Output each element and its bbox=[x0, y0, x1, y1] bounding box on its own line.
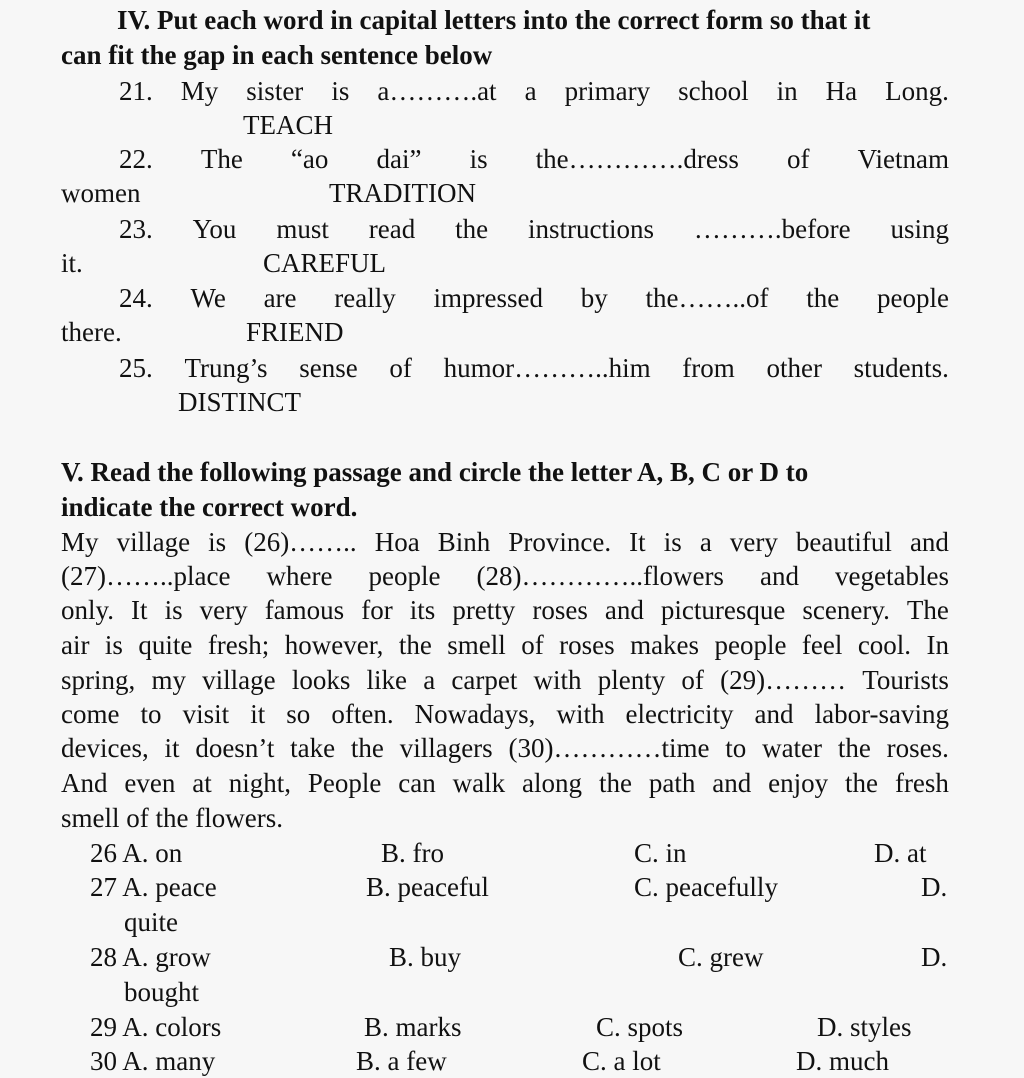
option-27-b[interactable]: B. peaceful bbox=[366, 872, 489, 902]
question-21: 21. My sister is a……….at a primary school in Ha Long. bbox=[119, 76, 949, 106]
part5-heading-line2: indicate the correct word. bbox=[61, 492, 358, 522]
question-24: 24. We are really impressed by the……..of the people bbox=[119, 283, 949, 313]
question-23: 23. You must read the instructions ……….before using bbox=[119, 214, 949, 244]
option-29-a[interactable]: 29 A. colors bbox=[90, 1012, 222, 1042]
option-29-b[interactable]: B. marks bbox=[364, 1012, 462, 1042]
option-26-a[interactable]: 26 A. on bbox=[90, 838, 183, 868]
part5-heading-line1: V. Read the following passage and circle the letter A, B, C or D to bbox=[61, 457, 809, 487]
option-26-d[interactable]: D. at bbox=[874, 838, 927, 868]
passage-line-9: smell of the flowers. bbox=[61, 803, 283, 833]
question-22-continuation: women bbox=[61, 178, 141, 208]
option-30-b[interactable]: B. a few bbox=[356, 1046, 447, 1076]
option-29-c[interactable]: C. spots bbox=[596, 1012, 684, 1042]
part4-heading-line2: can fit the gap in each sentence below bbox=[61, 40, 493, 70]
question-25: 25. Trung’s sense of humor………..him from other students. bbox=[119, 353, 949, 383]
option-28-c[interactable]: C. grew bbox=[678, 942, 764, 972]
passage-line-3: only. It is very famous for its pretty roses and picturesque scenery. The bbox=[61, 595, 949, 625]
question-22: 22. The “ao dai” is the………….dress of Vietnam bbox=[119, 144, 949, 174]
passage-line-1: My village is (26)…….. Hoa Binh Province. It is a very beautiful and bbox=[61, 527, 949, 557]
option-28-a[interactable]: 28 A. grow bbox=[90, 942, 211, 972]
option-29-d[interactable]: D. styles bbox=[817, 1012, 912, 1042]
keyword-tradition: TRADITION bbox=[329, 178, 476, 208]
keyword-distinct: DISTINCT bbox=[178, 387, 301, 417]
passage-line-5: spring, my village looks like a carpet with plenty of (29)……… Tourists bbox=[61, 665, 949, 695]
option-26-c[interactable]: C. in bbox=[634, 838, 687, 868]
option-30-d[interactable]: D. much bbox=[796, 1046, 889, 1076]
option-28-b[interactable]: B. buy bbox=[389, 942, 462, 972]
option-30-c[interactable]: C. a lot bbox=[582, 1046, 661, 1076]
keyword-careful: CAREFUL bbox=[263, 248, 387, 278]
question-24-continuation: there. bbox=[61, 317, 122, 347]
keyword-teach: TEACH bbox=[243, 110, 333, 140]
option-27-a[interactable]: 27 A. peace bbox=[90, 872, 217, 902]
option-28-d-text[interactable]: bought bbox=[124, 977, 200, 1007]
question-23-continuation: it. bbox=[61, 248, 83, 278]
option-27-d-text[interactable]: quite bbox=[124, 907, 178, 937]
part4-heading-line1: IV. Put each word in capital letters into the correct form so that it bbox=[117, 5, 871, 35]
passage-line-6: come to visit it so often. Nowadays, with electricity and labor-saving bbox=[61, 699, 949, 729]
option-30-a[interactable]: 30 A. many bbox=[90, 1046, 216, 1076]
option-27-d[interactable]: D. bbox=[921, 872, 948, 902]
passage-line-8: And even at night, People can walk along the path and enjoy the fresh bbox=[61, 768, 949, 798]
option-26-b[interactable]: B. fro bbox=[381, 838, 444, 868]
option-27-c[interactable]: C. peacefully bbox=[634, 872, 778, 902]
option-28-d[interactable]: D. bbox=[921, 942, 948, 972]
passage-line-2: (27)……..place where people (28)…………..flowers and vegetables bbox=[61, 561, 949, 591]
passage-line-4: air is quite fresh; however, the smell of roses makes people feel cool. In bbox=[61, 630, 949, 660]
keyword-friend: FRIEND bbox=[246, 317, 344, 347]
passage-line-7: devices, it doesn’t take the villagers (30)…………time to water the roses. bbox=[61, 733, 949, 763]
